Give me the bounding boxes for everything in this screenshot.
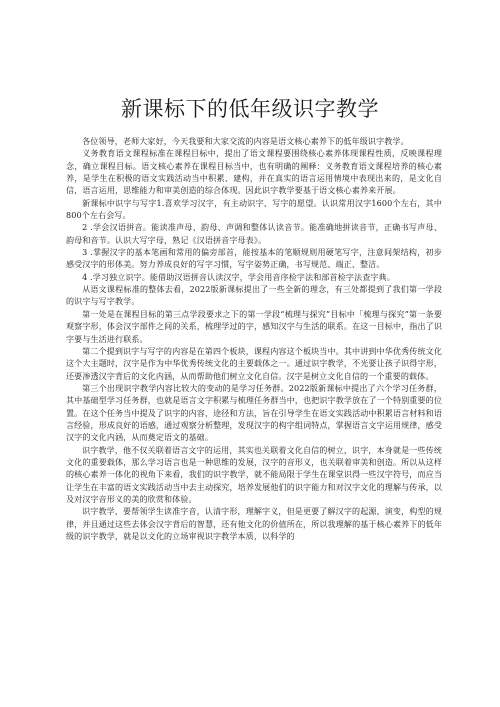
paragraph: 各位领导，老师大家好，今天我要和大家交流的内容是语文核心素养下的低年级识字教学。	[82, 137, 409, 146]
paragraph: 新课标中识字与写字1.喜欢学习汉字，有主动识字、写字的愿望。认识常用汉字1600个左右，其中800个左右会写。	[66, 198, 442, 221]
paragraph: 义务教育语文课程标准在课程目标中，提出了语文课程要围绕核心素养体现课程性质，反映课程理念，确立课程目标。语文核心素养在课程目标当中，也有明确的阐释：义务教育语文课程培养的核心素养，是学生在积极的语文实践活动当中积累、建构，并在真实的语言运用情境中表现出来的，是文化自信，语言运用，思维能力和审美创造的综合体现。因此识字教学要基于语文核心素养来开展。	[66, 149, 442, 196]
paragraph: 识字教学，要帮领学生读准字音，认清字形，理解字义，但是更要了解汉字的起源，演变，构型的规律，并且通过这些去体会汉字背后的智慧，还有他文化的价值所在，所以我理解的基于核心素养下的低年级的识字教学，就是以文化的立场审视识字教学本质，以科学的	[66, 507, 442, 541]
paragraph: 2 .学会汉语拼音。能读准声母、韵母、声调和整体认读音节。能准确地拼读音节，正确书写声母、韵母和音节。认识大写字母，熟记《汉语拼音字母表》。	[66, 223, 442, 245]
paragraph: 4 .学习独立识字。能借助汉语拼音认读汉字，学会用音序检字法和部首检字法查字典。	[82, 272, 395, 282]
paragraph: 第二个提到识字与写字的内容是在第四个板块，课程内容这个板块当中。其中讲到中华优秀传统文化这个大主题时，汉字是作为中华优秀传统文化的主要载体之一。通过识字教学，不光要让孩子识得字形，还要渗透汉字背后的文化内涵，从而帮助他们树立文化自信。汉字是树立文化自信的一个重要的载体。	[66, 346, 442, 381]
paragraph: 第一处是在课程目标的第三点学段要求之下的第一学段“梳理与探究”目标中「梳理与探究”第一条要观察字形，体会汉字部件之间的关系，梳理学过的字，感知汉字与生活的联系。在这一目标中，指出了识字要与生活进行联系。	[66, 309, 442, 344]
paragraph: 识字教学，他不仅关联着语言文字的运用，其实也关联着文化自信的树立，识字，本身就是一些传统文化的重要载体，那么学习语言也是一种思维的发展，汉字的音形义，也关联着审美和创造。所以从这样的核心素养一体化的视角下来看，我们的识字教学，就不能局限于学生在课堂识得一些汉字符号，而应当让学生在丰富的语文实践活动当中去主动探究，培养发展他们的识字能力和对汉字文化的理解与传承，以及对汉字音形义的美的欣赏和体验。	[66, 445, 442, 504]
paragraph: 从语文课程标准的整体去看，2022版新课标提出了一些全新的理念，有三处都提到了我们第一学段的识字与写字教学。	[66, 285, 442, 307]
paragraph: 第三个出现识字教学内容比较大的变动的是学习任务群。2022版新课标中提出了六个学习任务群，其中基础型学习任务群，也就是语言文字积累与梳理任务群当中，也把识字教学放在了一个特别重要的位置。在这个任务当中提及了识字的内容，途径和方法，旨在引导学生在语文实践活动中积累语言材料和语言经验，形成良好的语感，通过观察分析整理，发现汉字的构字组词特点，掌握语言文字运用规律，感受汉字的文化内涵，从而奠定语文的基础。	[66, 383, 442, 443]
paragraph: 3 .掌握汉字的基本笔画和常用的偏旁部首，能按基本的笔顺规则用硬笔写字，注意间架结构，初步感受汉字的形体美。努力养成良好的写字习惯，写字姿势正确，书写规范、端正、整洁。	[66, 248, 442, 270]
document-body	[66, 136, 442, 543]
document-title: 新课标下的低年级识字教学	[121, 97, 379, 121]
